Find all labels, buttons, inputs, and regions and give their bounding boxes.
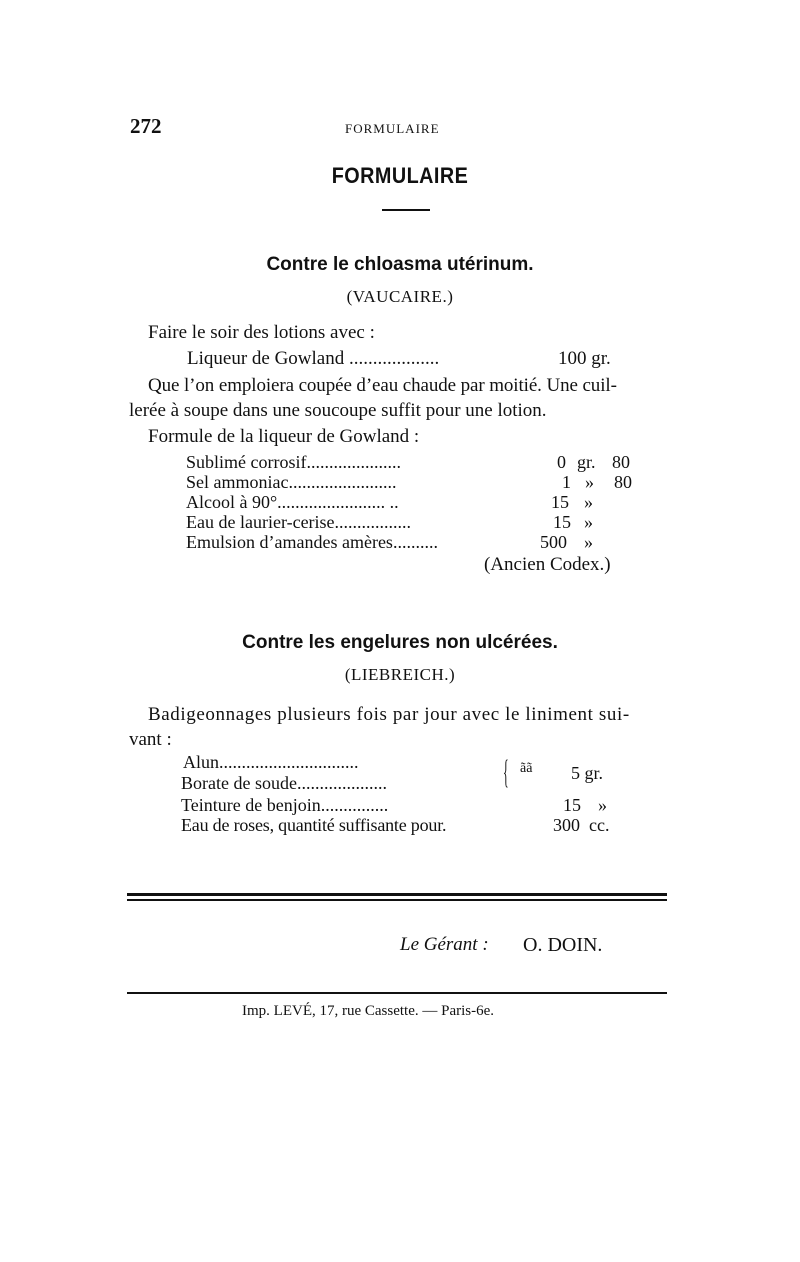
imprint: Imp. LEVÉ, 17, rue Cassette. — Paris-6e. [242, 1003, 495, 1019]
ingredient-unit: » [598, 795, 607, 815]
double-rule-bottom [127, 899, 667, 901]
ingredient-unit: » [584, 532, 593, 552]
ingredient-amount: 15 [553, 512, 571, 532]
ingredient-name: Emulsion d’amandes amères.......... [186, 532, 438, 552]
shared-mark: ãã [520, 761, 533, 776]
ingredient-unit: » [584, 492, 593, 512]
section1-line2-label: Liqueur de Gowland ................... [187, 348, 440, 369]
page-title: FORMULAIRE [331, 163, 469, 188]
ingredient-name: Sublimé corrosif..................... [186, 452, 401, 472]
ingredient-name: Sel ammoniac........................ [186, 472, 397, 492]
double-rule-top [127, 893, 667, 896]
ingredient-amount: 0 [557, 452, 566, 472]
ingredient-amount: 1 [562, 472, 571, 492]
ingredient-extra: 80 [614, 472, 632, 492]
section1-source: (Ancien Codex.) [484, 554, 611, 575]
ingredient-unit: » [585, 472, 594, 492]
section1-line1: Faire le soir des lotions avec : [148, 322, 375, 343]
section1-paragraph-a: Que l’on emploiera coupée d’eau chaude par moitié. Une cuil- [148, 375, 617, 396]
brace-icon: { [503, 754, 509, 791]
section1-heading: Contre le chloasma utérinum. [266, 254, 534, 275]
ingredient-amount: 300 [553, 815, 580, 835]
gerant-name: O. DOIN. [523, 934, 603, 956]
section1-author: (VAUCAIRE.) [346, 287, 454, 306]
section2-paragraph-b: vant : [129, 729, 172, 750]
ingredient-name: Eau de roses, quantité suffisante pour. [181, 815, 447, 835]
ingredient-name: Eau de laurier-cerise................. [186, 512, 412, 532]
section2-paragraph-a: Badigeonnages plusieurs fois par jour avec le liniment sui- [148, 704, 630, 725]
ingredient-name: Borate de soude.................... [181, 773, 387, 793]
section1-line2-qty: 100 gr. [558, 348, 611, 369]
ingredient-unit: » [584, 512, 593, 532]
shared-quantity: 5 gr. [571, 763, 604, 783]
page-number: 272 [130, 114, 162, 138]
section2-heading: Contre les engelures non ulcérées. [242, 632, 558, 653]
ingredient-amount: 500 [540, 532, 567, 552]
section1-paragraph-b: lerée à soupe dans une soucoupe suffit pour une lotion. [129, 400, 547, 421]
ingredient-name: Alcool à 90°........................ .. [186, 492, 399, 512]
title-rule [382, 209, 430, 211]
ingredient-name: Teinture de benjoin............... [181, 795, 389, 815]
running-title: FORMULAIRE [345, 121, 440, 136]
gerant-label: Le Gérant : [400, 934, 489, 955]
ingredient-name: Alun............................... [183, 752, 359, 772]
ingredient-extra: 80 [612, 452, 630, 472]
ingredient-amount: 15 [551, 492, 569, 512]
section2-author: (LIEBREICH.) [344, 665, 456, 684]
ingredient-unit: gr. [577, 452, 596, 472]
section1-formula-intro: Formule de la liqueur de Gowland : [148, 426, 420, 447]
ingredient-amount: 15 [563, 795, 581, 815]
footer-rule [127, 992, 667, 994]
ingredient-unit: cc. [589, 815, 610, 835]
